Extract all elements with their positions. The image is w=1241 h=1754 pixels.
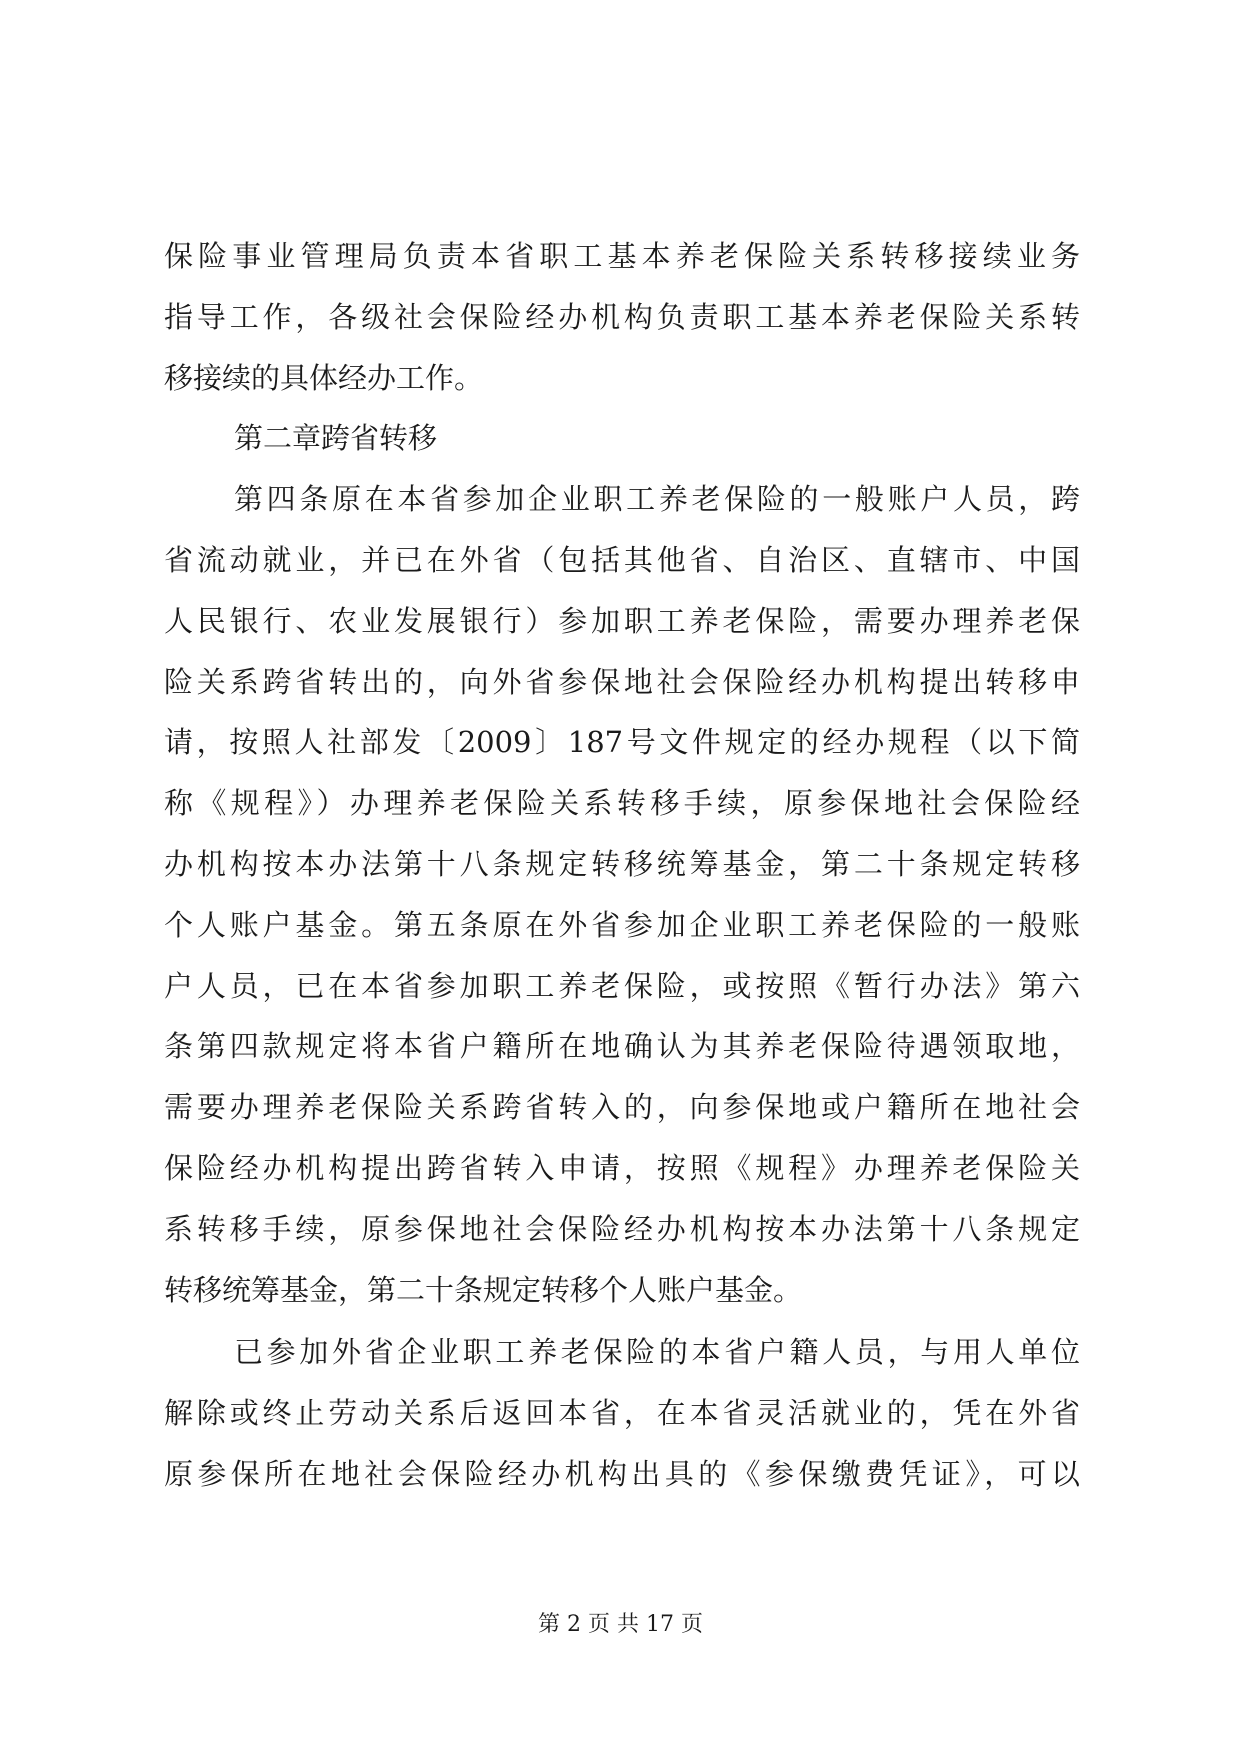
text-line: 第四条原在本省参加企业职工养老保险的一般账户人员，跨 — [234, 482, 1080, 517]
text-line: 户人员，已在本省参加职工养老保险，或按照《暂行办法》第六 — [164, 968, 1080, 1003]
body-text — [164, 226, 1080, 1505]
text-line: 转移统筹基金，第二十条规定转移个人账户基金。 — [164, 1272, 803, 1307]
text-line: 解除或终止劳动关系后返回本省，在本省灵活就业的，凭在外省 — [164, 1396, 1080, 1431]
text-line: 原参保所在地社会保险经办机构出具的《参保缴费凭证》，可以 — [164, 1456, 1080, 1491]
text-line: 省流动就业，并已在外省（包括其他省、自治区、直辖市、中国 — [164, 542, 1080, 577]
text-line: 称《规程》）办理养老保险关系转移手续，原参保地社会保险经 — [164, 786, 1080, 821]
text-line: 保险经办机构提出跨省转入申请，按照《规程》办理养老保险关 — [164, 1150, 1080, 1185]
text-line: 第二章跨省转移 — [234, 421, 438, 456]
text-line: 需要办理养老保险关系跨省转入的，向参保地或户籍所在地社会 — [164, 1090, 1080, 1125]
text-line: 指导工作，各级社会保险经办机构负责职工基本养老保险关系转 — [164, 299, 1080, 334]
text-line: 办机构按本办法第十八条规定转移统筹基金，第二十条规定转移 — [164, 846, 1080, 881]
paragraph — [164, 226, 1080, 408]
text-line: 条第四款规定将本省户籍所在地确认为其养老保险待遇领取地， — [164, 1029, 1080, 1064]
text-line: 移接续的具体经办工作。 — [164, 360, 484, 395]
text-line: 已参加外省企业职工养老保险的本省户籍人员，与用人单位 — [234, 1335, 1080, 1370]
text-line: 险关系跨省转出的，向外省参保地社会保险经办机构提出转移申 — [164, 664, 1080, 699]
text-line: 人民银行、农业发展银行）参加职工养老保险，需要办理养老保 — [164, 603, 1080, 638]
text-line: 个人账户基金。第五条原在外省参加企业职工养老保险的一般账 — [164, 907, 1080, 942]
text-line: 请，按照人社部发〔2009〕187号文件规定的经办规程（以下简 — [164, 725, 1080, 760]
text-line: 系转移手续，原参保地社会保险经办机构按本办法第十八条规定 — [164, 1211, 1080, 1246]
text-line: 保险事业管理局负责本省职工基本养老保险关系转移接续业务 — [164, 239, 1080, 273]
paragraph — [164, 469, 1080, 1320]
paragraph — [164, 1322, 1080, 1504]
page-number-footer: 第 2 页 共 17 页 — [538, 1612, 703, 1637]
chapter-heading — [164, 408, 1080, 469]
